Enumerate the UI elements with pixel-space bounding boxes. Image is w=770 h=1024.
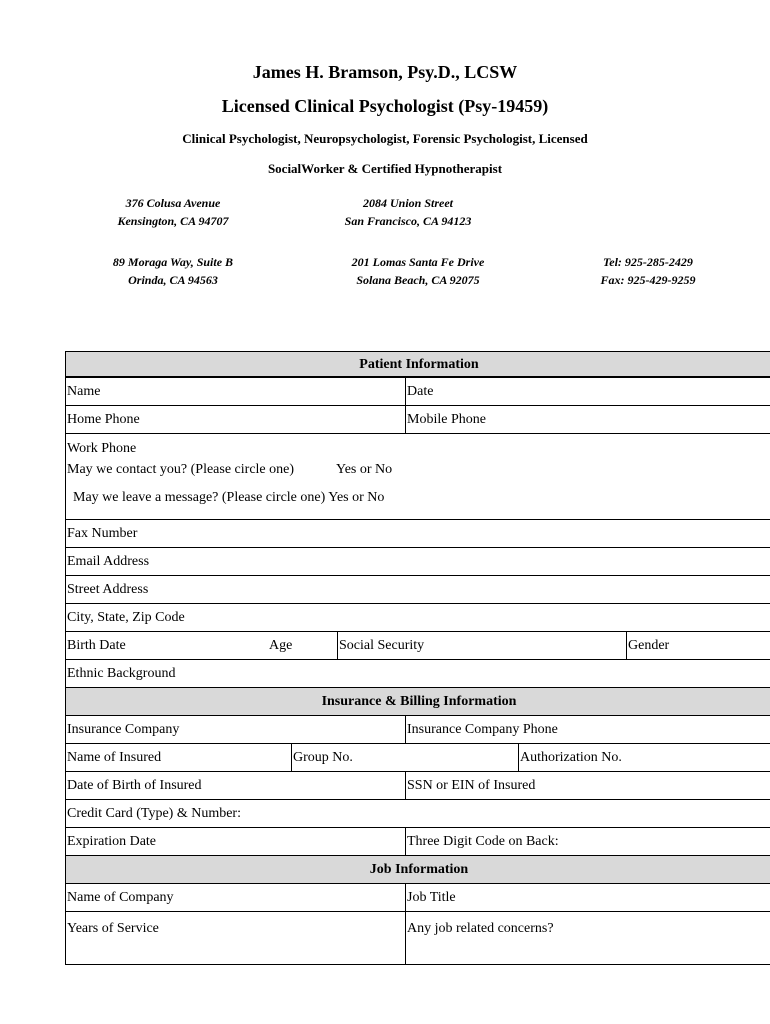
- message-question[interactable]: May we leave a message? (Please circle one) Yes or No: [73, 490, 385, 505]
- office-solana-beach: [308, 253, 528, 289]
- ethnic-background-field[interactable]: Ethnic Background: [67, 666, 176, 681]
- insurance-phone-field[interactable]: Insurance Company Phone: [405, 716, 558, 743]
- office-street: 376 Colusa Avenue: [125, 196, 221, 210]
- section-job-info: Job Information: [66, 856, 770, 884]
- row-birth: [66, 632, 770, 660]
- section-patient-info: Patient Information: [66, 352, 770, 378]
- street-address-field[interactable]: Street Address: [67, 582, 149, 597]
- email-field[interactable]: Email Address: [67, 554, 150, 569]
- license-title: Licensed Clinical Psychologist (Psy-19459): [221, 96, 549, 116]
- company-name-field[interactable]: Name of Company: [67, 890, 174, 905]
- row-fax: [66, 520, 770, 548]
- contact-question: May we contact you? (Please circle one): [67, 462, 295, 477]
- doctor-name: James H. Bramson, Psy.D., LCSW: [252, 62, 518, 82]
- work-phone-field[interactable]: Work Phone: [67, 441, 137, 456]
- birth-date-field[interactable]: Birth Date: [67, 638, 126, 653]
- contact-numbers: [538, 253, 758, 289]
- office-san-francisco: [298, 194, 518, 230]
- office-city: Kensington, CA 94707: [117, 214, 229, 228]
- city-state-zip-field[interactable]: City, State, Zip Code: [67, 610, 185, 625]
- expiration-field[interactable]: Expiration Date: [67, 834, 157, 849]
- years-of-service-field[interactable]: Years of Service: [67, 921, 159, 936]
- row-credit-card: [66, 800, 770, 828]
- office-street: 2084 Union Street: [362, 196, 453, 210]
- section-insurance-info: Insurance & Billing Information: [66, 688, 770, 716]
- name-field[interactable]: Name: [67, 384, 101, 399]
- insurance-company-field[interactable]: Insurance Company: [67, 722, 180, 737]
- gender-field[interactable]: Gender: [626, 632, 669, 659]
- tel-number: Tel: 925-285-2429: [603, 255, 693, 269]
- office-kensington: [63, 194, 283, 230]
- job-title-field[interactable]: Job Title: [405, 884, 456, 911]
- office-city: Orinda, CA 94563: [128, 273, 218, 287]
- social-security-field[interactable]: Social Security: [337, 632, 424, 659]
- row-job: [66, 884, 770, 912]
- row-ethnic: [66, 660, 770, 688]
- office-city: San Francisco, CA 94123: [344, 214, 472, 228]
- office-orinda: [63, 253, 283, 289]
- fax-number: Fax: 925-429-9259: [600, 273, 696, 287]
- row-years: [66, 912, 770, 964]
- mobile-phone-field[interactable]: Mobile Phone: [405, 406, 486, 433]
- cvv-field[interactable]: Three Digit Code on Back:: [405, 828, 559, 855]
- row-insured-dob: [66, 772, 770, 800]
- age-field[interactable]: Age: [269, 638, 293, 653]
- job-concerns-field[interactable]: Any job related concerns?: [405, 912, 554, 964]
- date-field[interactable]: Date: [405, 378, 433, 405]
- ssn-ein-field[interactable]: SSN or EIN of Insured: [405, 772, 535, 799]
- row-street: [66, 576, 770, 604]
- contact-options[interactable]: Yes or No: [336, 462, 393, 477]
- row-work-phone: [66, 434, 770, 520]
- office-city: Solana Beach, CA 92075: [356, 273, 480, 287]
- insured-dob-field[interactable]: Date of Birth of Insured: [67, 778, 202, 793]
- authorization-no-field[interactable]: Authorization No.: [518, 744, 622, 771]
- intake-form: [65, 351, 770, 965]
- insured-name-field[interactable]: Name of Insured: [67, 750, 162, 765]
- row-phones: [66, 406, 770, 434]
- credit-card-field[interactable]: Credit Card (Type) & Number:: [67, 806, 241, 821]
- specialties-line-1: Clinical Psychologist, Neuropsychologist, Forensic Psychologist, Licensed: [182, 131, 588, 146]
- row-expiration: [66, 828, 770, 856]
- specialties-line-2: SocialWorker & Certified Hypnotherapist: [267, 161, 503, 176]
- fax-field[interactable]: Fax Number: [67, 526, 138, 541]
- row-insurance-company: [66, 716, 770, 744]
- row-city: [66, 604, 770, 632]
- row-email: [66, 548, 770, 576]
- office-street: 201 Lomas Santa Fe Drive: [351, 255, 485, 269]
- office-street: 89 Moraga Way, Suite B: [112, 255, 234, 269]
- group-no-field[interactable]: Group No.: [291, 744, 353, 771]
- row-name-date: [66, 378, 770, 406]
- home-phone-field[interactable]: Home Phone: [67, 412, 140, 427]
- row-insured: [66, 744, 770, 772]
